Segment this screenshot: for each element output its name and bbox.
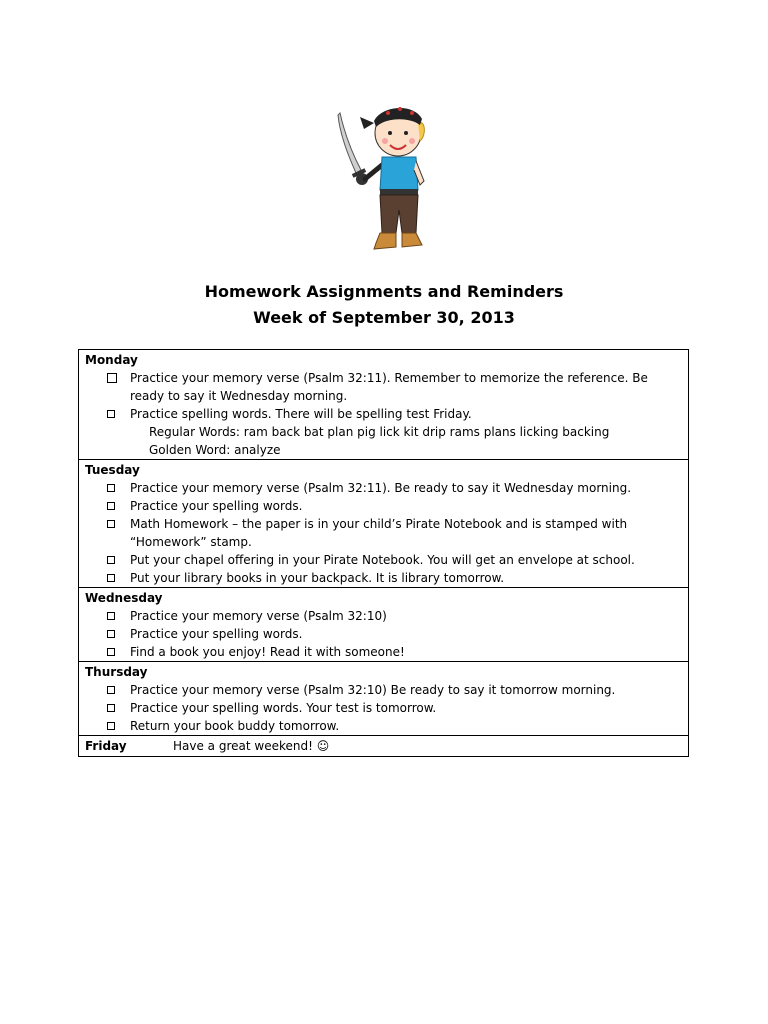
list-item: Math Homework – the paper is in your child’s Pirate Notebook and is stamped with “Homework” stamp. <box>85 515 682 551</box>
regular-words: Regular Words: ram back bat plan pig lick kit drip rams plans licking backing <box>149 425 610 439</box>
list-item: Practice your memory verse (Psalm 32:10) <box>85 607 682 625</box>
list-item: Practice your memory verse (Psalm 32:11). Be ready to say it Wednesday morning. <box>85 479 682 497</box>
checkbox-icon <box>107 556 115 564</box>
checkbox-icon <box>107 648 115 656</box>
checkbox-icon <box>107 520 115 528</box>
checkbox-icon <box>107 612 115 620</box>
day-wednesday <box>79 587 688 661</box>
golden-word: Golden Word: analyze <box>149 443 281 457</box>
list-item: Find a book you enjoy! Read it with someone! <box>85 643 682 661</box>
list-item: Return your book buddy tomorrow. <box>85 717 682 735</box>
list-item: Put your library books in your backpack. It is library tomorrow. <box>85 569 682 587</box>
day-friday <box>79 735 688 756</box>
list-item: Practice spelling words. There will be spelling test Friday. <box>85 405 682 423</box>
checkbox-icon <box>107 722 115 730</box>
day-name: Tuesday <box>85 463 140 477</box>
list-item: Practice your spelling words. Your test is tomorrow. <box>85 699 682 717</box>
list-item: Practice your memory verse (Psalm 32:11). Remember to memorize the reference. Be ready to say it Wednesday morning. <box>85 369 682 405</box>
list-item: Practice your spelling words. <box>85 497 682 515</box>
day-name: Friday <box>85 739 127 753</box>
friday-message: Have a great weekend! ☺ <box>173 738 330 753</box>
checkbox-icon <box>107 502 115 510</box>
day-tuesday <box>79 459 688 587</box>
day-name: Thursday <box>85 665 148 679</box>
checkbox-icon <box>107 410 115 418</box>
list-item: Practice your memory verse (Psalm 32:10) Be ready to say it tomorrow morning. <box>85 681 682 699</box>
checkbox-icon <box>107 574 115 582</box>
list-item: Put your chapel offering in your Pirate Notebook. You will get an envelope at school. <box>85 551 682 569</box>
homework-table <box>78 349 689 757</box>
pirate-boy-illustration <box>330 95 440 260</box>
checkbox-icon <box>107 630 115 638</box>
page-subtitle: Week of September 30, 2013 <box>253 308 515 327</box>
day-name: Wednesday <box>85 591 163 605</box>
checkbox-icon <box>107 686 115 694</box>
day-thursday <box>79 661 688 735</box>
checkbox-icon <box>107 373 117 383</box>
day-name: Monday <box>85 353 138 367</box>
day-monday <box>79 350 688 459</box>
checkbox-icon <box>107 704 115 712</box>
checkbox-icon <box>107 484 115 492</box>
list-item: Practice your spelling words. <box>85 625 682 643</box>
page-title: Homework Assignments and Reminders <box>204 282 564 301</box>
